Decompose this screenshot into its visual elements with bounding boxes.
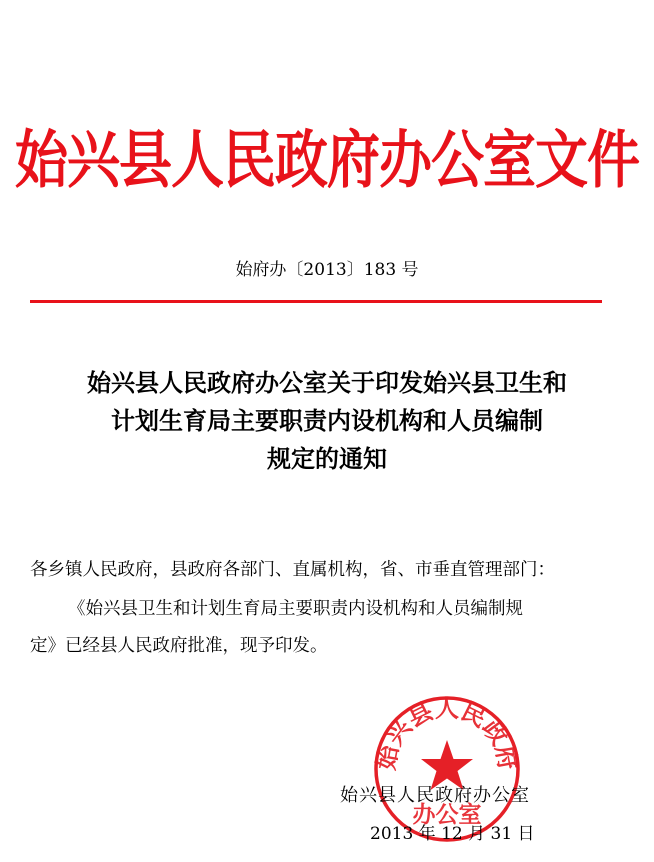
signature: 始兴县人民政府办公室 xyxy=(340,785,530,806)
issue-date: 2013 年 12 月 31 日 xyxy=(370,824,535,844)
document-header-title xyxy=(0,120,654,203)
body-paragraph-line-2: 定》已经县人民政府批准，现予印发。 xyxy=(30,636,328,656)
body-paragraph-line-1: 《始兴县卫生和计划生育局主要职责内设机构和人员编制规 xyxy=(68,599,523,619)
notice-title-line-2: 计划生育局主要职责内设机构和人员编制 xyxy=(111,407,543,435)
notice-title-line-3: 规定的通知 xyxy=(267,445,387,473)
header-title-text: 始兴县人民政府办公室文件 xyxy=(15,124,639,197)
seal-star-icon xyxy=(421,740,473,790)
seal-bottom-text: 办公室 xyxy=(412,802,482,828)
notice-title xyxy=(20,364,634,478)
seal-ring-text: 始兴县人民政府 xyxy=(372,694,522,773)
red-divider xyxy=(30,300,602,303)
salutation: 各乡镇人民政府，县政府各部门、直属机构，省、市垂直管理部门： xyxy=(30,560,555,580)
document-number: 始府办〔2013〕183 号 xyxy=(235,260,419,280)
notice-title-line-1: 始兴县人民政府办公室关于印发始兴县卫生和 xyxy=(87,369,567,397)
